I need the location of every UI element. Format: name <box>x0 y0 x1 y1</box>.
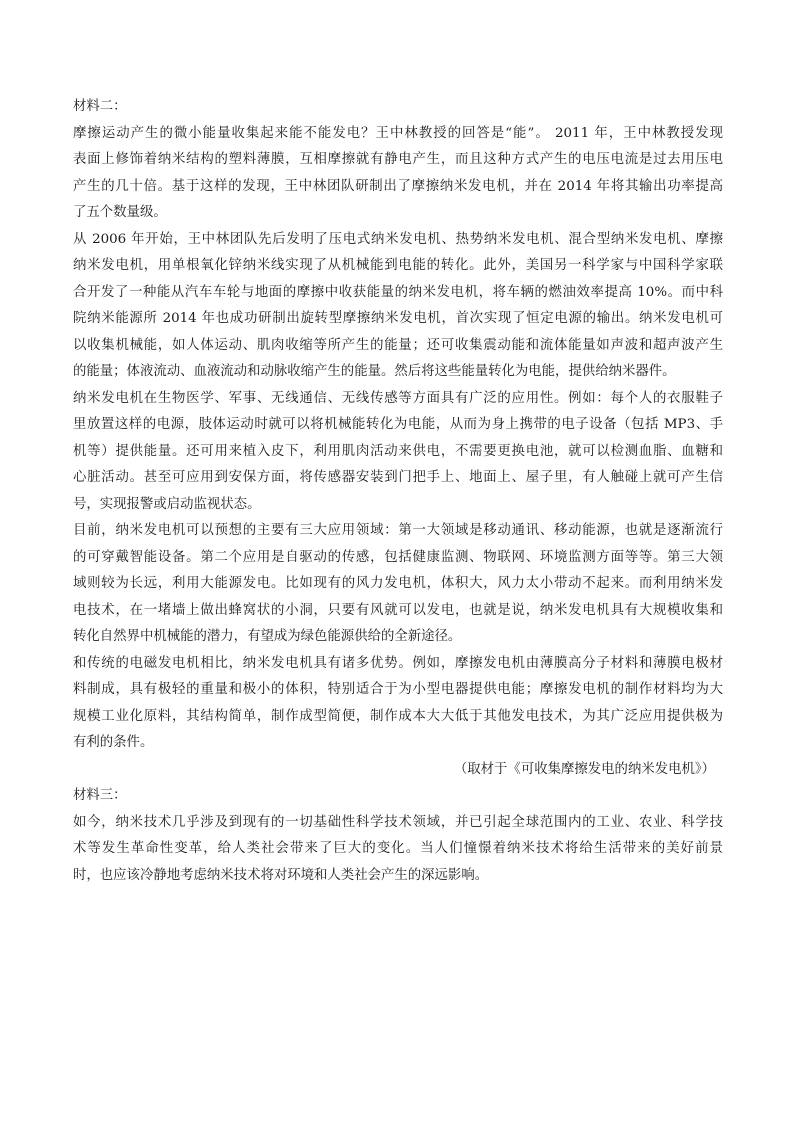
paragraph-4 <box>73 518 723 651</box>
text-line: 时，也应该冷静地考虑纳米技术将对环境和人类社会产生的深远影响。 <box>73 867 489 883</box>
text-line: 料制成，具有极轻的重量和极小的体积，特别适合于为小型电器提供电能；摩擦发电机的制作材料均为大 <box>73 682 723 697</box>
text-line: 摩擦运动产生的微小能量收集起来能不能发电？王中林教授的回答是“能”。 2011 年，王中林教授发现 <box>73 125 723 141</box>
text-line: 纳米发电机在生物医学、军事、无线通信、无线传感等方面具有广泛的应用性。例如：每个人的衣服鞋子 <box>73 390 723 406</box>
text-line: 的能量；体液流动、血液流动和动脉收缩产生的能量。然后将这些能量转化为电能，提供给纳米器件。 <box>73 364 676 379</box>
text-line: 合开发了一种能从汽车车轮与地面的摩擦中收获能量的纳米发电机，将车辆的燃油效率提高 10%。而中科 <box>73 284 723 300</box>
text-line: 和传统的电磁发电机相比，纳米发电机具有诸多优势。例如，摩擦发电机由薄膜高分子材料和薄膜电极材 <box>73 655 723 671</box>
text-line: 从 2006 年开始，王中林团队先后发明了压电式纳米发电机、热势纳米发电机、混合型纳米发电机、摩擦 <box>73 231 723 247</box>
text-line: 电技术，在一堵墙上做出蜂窝状的小洞，只要有风就可以发电，也就是说，纳米发电机具有大规模收集和 <box>73 602 723 618</box>
text-line: 里放置这样的电源，肢体运动时就可以将机械能转化为电能，从而为身上携带的电子设备（包括 MP3、手 <box>73 417 723 432</box>
text-line: 表面上修饰着纳米结构的塑料薄膜，互相摩擦就有静电产生，而且这种方式产生的电压电流是过去用压电 <box>73 152 723 167</box>
text-line: 了五个数量级。 <box>73 205 167 220</box>
text-line: 术等发生革命性变革，给人类社会带来了巨大的变化。当人们憧憬着纳米技术将给生活带来的美好前景 <box>73 841 723 856</box>
material3-heading: 材料三： <box>73 788 127 803</box>
paragraph-2 <box>73 227 723 386</box>
text-line: 院纳米能源所 2014 年也成功研制出旋转型摩擦纳米发电机，首次实现了恒定电源的输出。纳米发电机可 <box>73 311 723 326</box>
text-line: 目前，纳米发电机可以预想的主要有三大应用领域：第一大领域是移动通讯、移动能源，也就是逐渐流行 <box>73 523 723 538</box>
text-line: 纳米发电机，用单根氧化锌纳米线实现了从机械能到电能的转化。此外，美国另一科学家与中国科学家联 <box>73 258 723 273</box>
material3-paragraph <box>73 810 723 890</box>
material2-heading: 材料二： <box>73 99 127 114</box>
text-line: 域则较为长远，利用大能源发电。比如现有的风力发电机，体积大，风力太小带动不起来。而利用纳米发 <box>73 576 723 591</box>
text-line: 如今，纳米技术几乎涉及到现有的一切基础性科学技术领域，并已引起全球范围内的工业、农业、科学技 <box>73 814 723 830</box>
paragraph-1 <box>73 121 723 227</box>
text-line: 转化自然界中机械能的潜力，有望成为绿色能源供给的全新途径。 <box>73 629 462 644</box>
text-line: 号，实现报警或启动监视状态。 <box>73 496 261 512</box>
text-line: 产生的几十倍。基于这样的发现，王中林团队研制出了摩擦纳米发电机，并在 2014 年将其输出功率提高 <box>73 178 723 194</box>
source-citation: （取材于《可收集摩擦发电的纳米发电机》） <box>453 761 715 777</box>
text-line: 有利的条件。 <box>73 735 154 750</box>
text-line: 的可穿戴智能设备。第二个应用是自驱动的传感，包括健康监测、物联网、环境监测方面等等。第三大领 <box>73 549 723 565</box>
text-line: 心脏活动。甚至可应用到安保方面，将传感器安装到门把手上、地面上、屋子里，有人触碰上就可产生信 <box>73 470 723 485</box>
paragraph-5 <box>73 651 723 757</box>
paragraph-3 <box>73 386 723 519</box>
text-line: 规模工业化原料，其结构简单，制作成型简便，制作成本大大低于其他发电技术，为其广泛应用提供极为 <box>73 708 723 724</box>
document-page <box>73 94 723 889</box>
text-line: 以收集机械能，如人体运动、肌肉收缩等所产生的能量；还可收集震动能和流体能量如声波和超声波产生 <box>73 337 723 353</box>
text-line: 机等）提供能量。还可用来植入皮下，利用肌肉活动来供电，不需要更换电池，就可以检测血脂、血糖和 <box>73 443 723 459</box>
